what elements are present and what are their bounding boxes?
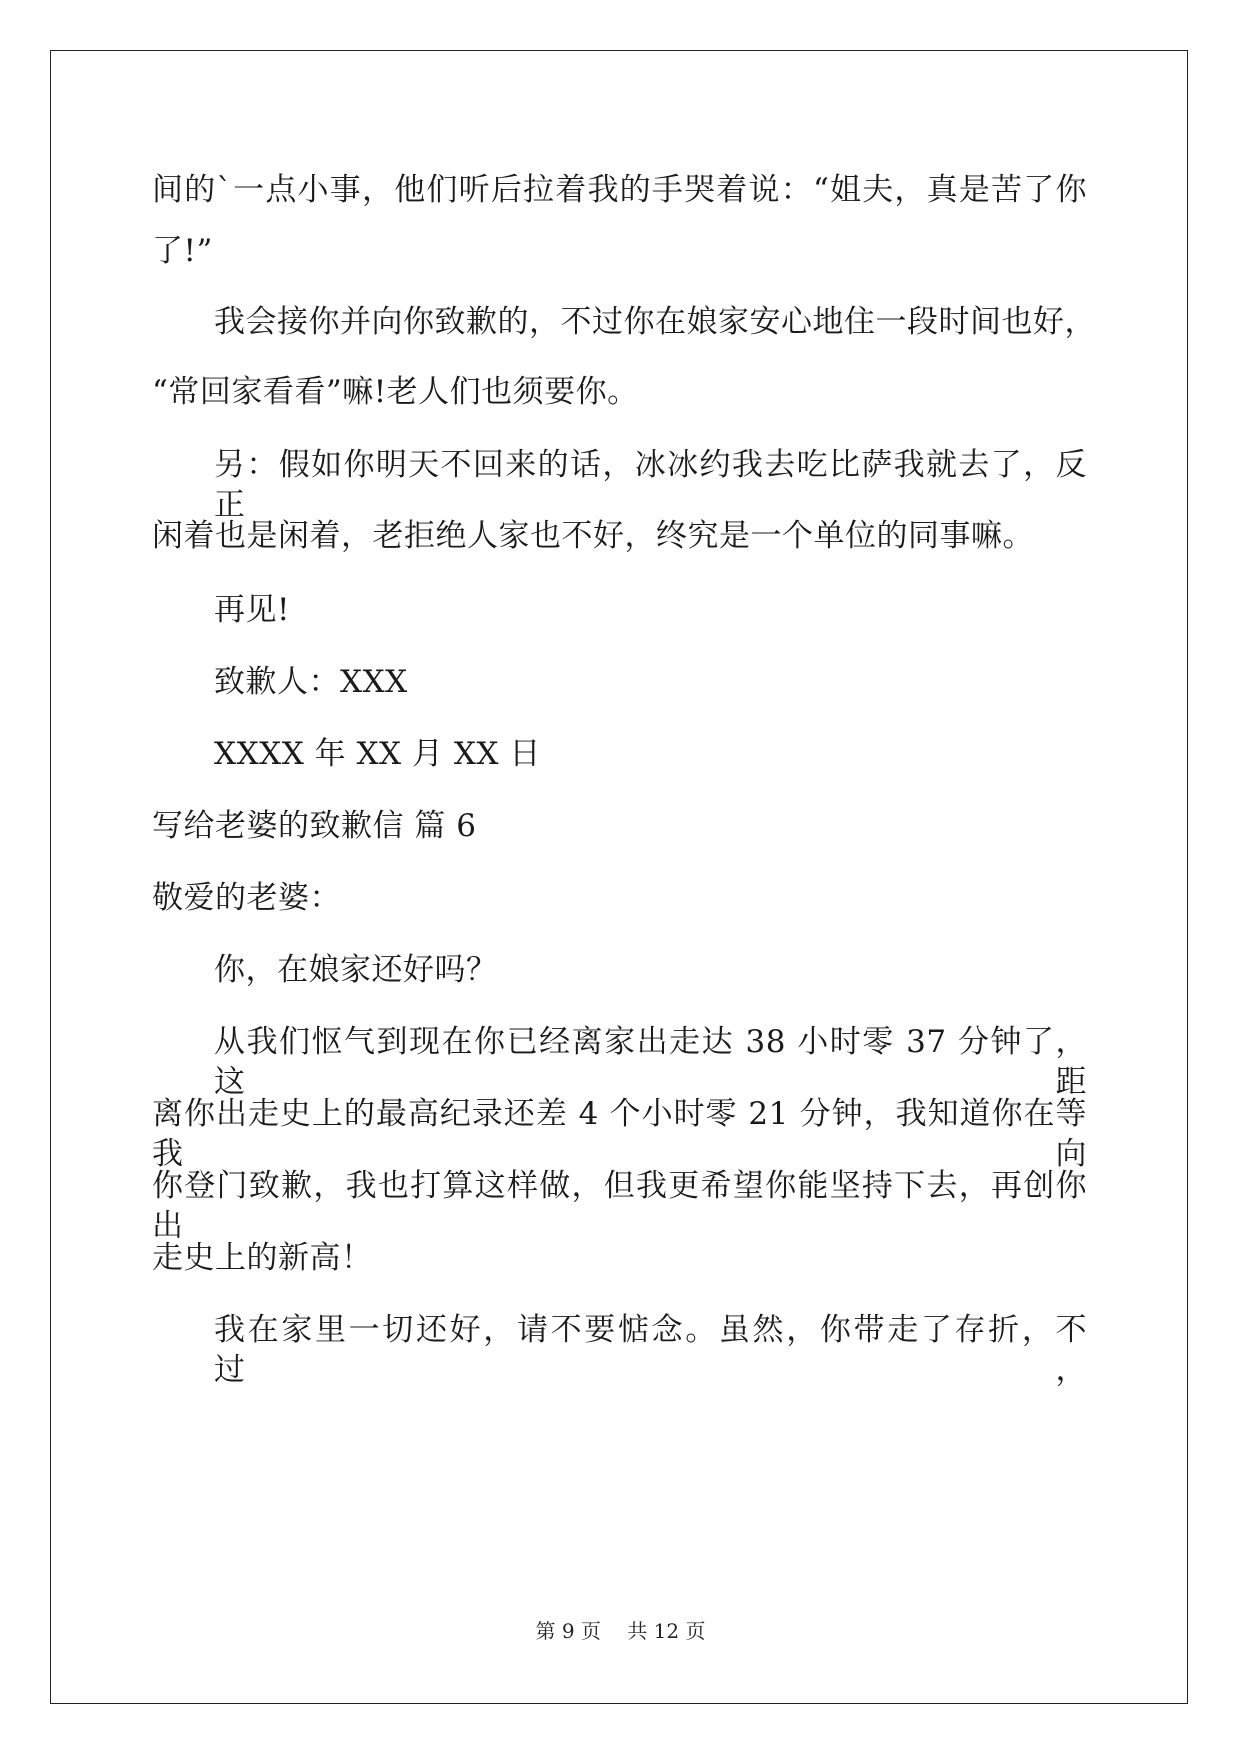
closing-greeting: 再见! (214, 592, 290, 628)
body-line-13: 从我们怄气到现在你已经离家出走达 38 小时零 37 分钟了，这距 (214, 1024, 1087, 1100)
body-line-12: 你，在娘家还好吗？ (214, 952, 498, 988)
body-line-14: 离你出走史上的最高纪录还差 4 个小时零 21 分钟，我知道你在等我向 (152, 1096, 1087, 1172)
signature: 致歉人：XXX (214, 664, 408, 700)
body-line-2: 了!” (152, 233, 213, 269)
section-heading: 写给老婆的致歉信 篇 6 (152, 808, 477, 844)
body-line-3: 我会接你并向你致歉的，不过你在娘家安心地住一段时间也好， (214, 304, 1096, 340)
date-line: XXXX 年 XX 月 XX 日 (214, 736, 541, 772)
body-line-5: 另：假如你明天不回来的话，冰冰约我去吃比萨我就去了，反正 (214, 447, 1087, 523)
page-footer: 第 9 页 共 12 页 (535, 1619, 706, 1643)
body-line-6: 闲着也是闲着，老拒绝人家也不好，终究是一个单位的同事嘛。 (152, 518, 1034, 554)
body-line-4: “常回家看看”嘛!老人们也须要你。 (152, 374, 639, 410)
salutation: 敬爱的老婆： (152, 880, 341, 916)
page-border (50, 50, 1188, 1704)
body-line-1: 间的`一点小事，他们听后拉着我的手哭着说：“姐夫，真是苦了你 (152, 172, 1087, 208)
body-line-15: 你登门致歉，我也打算这样做，但我更希望你能坚持下去，再创你出 (152, 1168, 1087, 1244)
body-line-16: 走史上的新高！ (152, 1240, 373, 1276)
body-line-17: 我在家里一切还好，请不要惦念。虽然，你带走了存折，不过， (214, 1312, 1087, 1388)
